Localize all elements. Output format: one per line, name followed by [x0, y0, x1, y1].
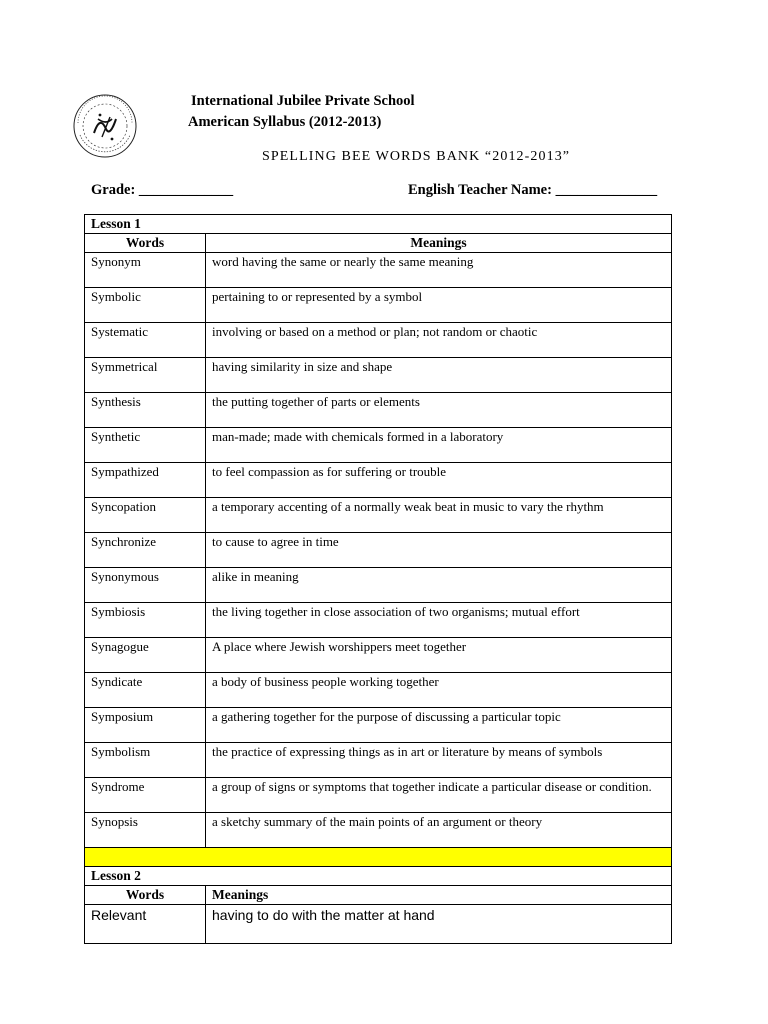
- meaning-cell: man-made; made with chemicals formed in a laboratory: [206, 428, 672, 463]
- word-cell: Symbolic: [85, 288, 206, 323]
- highlight-separator: [85, 848, 672, 867]
- table-row: [85, 498, 672, 533]
- meaning-cell: a gathering together for the purpose of discussing a particular topic: [206, 708, 672, 743]
- grade-field: Grade: _____________: [91, 182, 234, 198]
- word-cell: Symbolism: [85, 743, 206, 778]
- word-cell: Syndrome: [85, 778, 206, 813]
- table-row: [85, 393, 672, 428]
- word-cell: Symposium: [85, 708, 206, 743]
- meaning-cell: a temporary accenting of a normally weak beat in music to vary the rhythm: [206, 498, 672, 533]
- lesson-1-header-row: [85, 234, 672, 253]
- table-row: [85, 813, 672, 848]
- school-seal-logo-icon: [72, 93, 138, 159]
- table-row: [85, 778, 672, 813]
- meaning-cell: A place where Jewish worshippers meet together: [206, 638, 672, 673]
- word-cell: Syncopation: [85, 498, 206, 533]
- meaning-cell: the putting together of parts or elements: [206, 393, 672, 428]
- meaning-cell: a body of business people working together: [206, 673, 672, 708]
- highlight-separator-row: [85, 848, 672, 867]
- lesson-2-title-row: [85, 867, 672, 886]
- table-row: [85, 358, 672, 393]
- word-cell: Synagogue: [85, 638, 206, 673]
- table-row: [85, 288, 672, 323]
- column-header-words: Words: [85, 234, 206, 253]
- spelling-words-table: [84, 214, 672, 944]
- word-cell: Synonymous: [85, 568, 206, 603]
- column-header-meanings: Meanings: [206, 234, 672, 253]
- meaning-cell: alike in meaning: [206, 568, 672, 603]
- table-row: [85, 323, 672, 358]
- table-row: [85, 673, 672, 708]
- teacher-name-field: English Teacher Name: ______________: [408, 182, 658, 198]
- table-row: [85, 568, 672, 603]
- meaning-cell: word having the same or nearly the same meaning: [206, 253, 672, 288]
- word-cell: Synopsis: [85, 813, 206, 848]
- word-cell: Symmetrical: [85, 358, 206, 393]
- school-name: International Jubilee Private School: [191, 93, 415, 109]
- table-row: [85, 428, 672, 463]
- table-row: [85, 743, 672, 778]
- meaning-cell: to cause to agree in time: [206, 533, 672, 568]
- word-cell: Relevant: [85, 905, 206, 944]
- meaning-cell: the practice of expressing things as in art or literature by means of symbols: [206, 743, 672, 778]
- lesson-2-header-row: [85, 886, 672, 905]
- table-row: [85, 253, 672, 288]
- word-cell: Synchronize: [85, 533, 206, 568]
- table-row: [85, 603, 672, 638]
- column-header-words: Words: [85, 886, 206, 905]
- lesson-1-title: Lesson 1: [85, 215, 672, 234]
- lesson-2-title: Lesson 2: [85, 867, 672, 886]
- document-title: SPELLING BEE WORDS BANK “2012-2013”: [262, 149, 571, 164]
- lesson-1-title-row: [85, 215, 672, 234]
- meaning-cell: pertaining to or represented by a symbol: [206, 288, 672, 323]
- word-cell: Synthesis: [85, 393, 206, 428]
- table-row: [85, 533, 672, 568]
- table-row: [85, 905, 672, 944]
- word-cell: Syndicate: [85, 673, 206, 708]
- meaning-cell: to feel compassion as for suffering or trouble: [206, 463, 672, 498]
- table-row: [85, 708, 672, 743]
- word-cell: Symbiosis: [85, 603, 206, 638]
- table-row: [85, 463, 672, 498]
- word-cell: Synonym: [85, 253, 206, 288]
- meaning-cell: having to do with the matter at hand: [206, 905, 672, 944]
- meaning-cell: having similarity in size and shape: [206, 358, 672, 393]
- syllabus-label: American Syllabus (2012-2013): [188, 114, 382, 130]
- meaning-cell: involving or based on a method or plan; not random or chaotic: [206, 323, 672, 358]
- meaning-cell: the living together in close association of two organisms; mutual effort: [206, 603, 672, 638]
- column-header-meanings: Meanings: [206, 886, 672, 905]
- meaning-cell: a sketchy summary of the main points of an argument or theory: [206, 813, 672, 848]
- meaning-cell: a group of signs or symptoms that together indicate a particular disease or condition.: [206, 778, 672, 813]
- table-row: [85, 638, 672, 673]
- word-cell: Systematic: [85, 323, 206, 358]
- word-cell: Synthetic: [85, 428, 206, 463]
- word-cell: Sympathized: [85, 463, 206, 498]
